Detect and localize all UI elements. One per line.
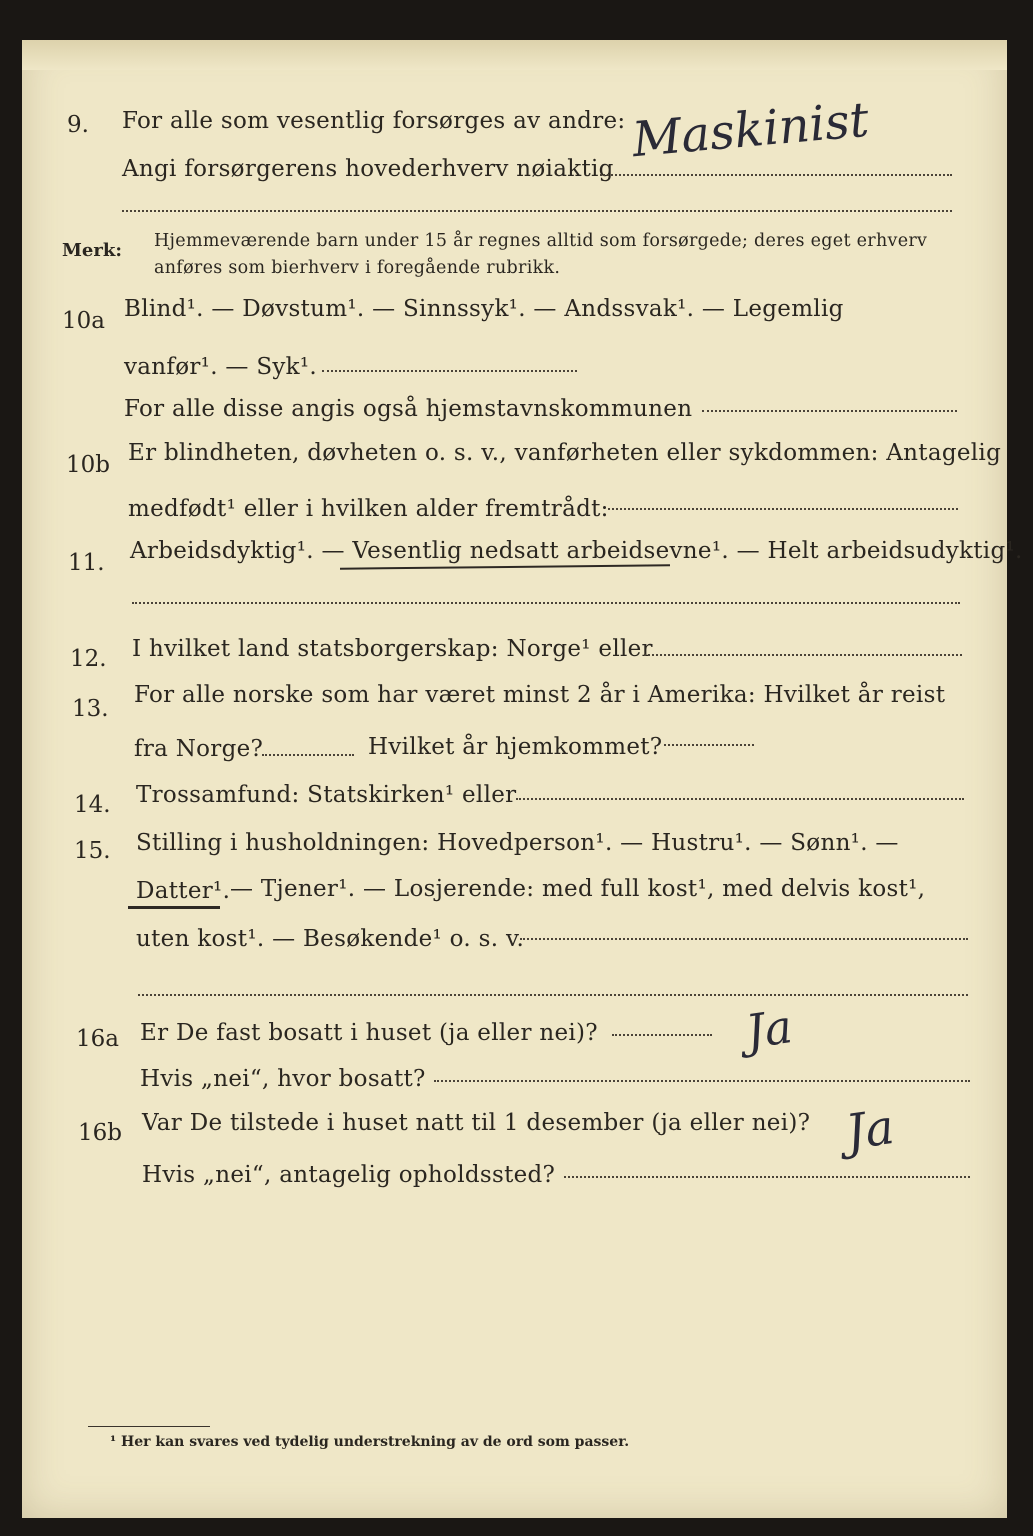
q10b-number: 10b: [66, 452, 110, 478]
q10a-field[interactable]: [322, 370, 577, 372]
q10a-number: 10a: [62, 308, 105, 334]
q11-option-arbeidsdyktig[interactable]: Arbeidsdyktig¹. —: [130, 538, 345, 564]
q13-number: 13.: [72, 696, 109, 722]
q15-number: 15.: [74, 838, 111, 864]
q15-line2a[interactable]: Datter¹.: [136, 878, 231, 904]
census-form-page: [22, 40, 1023, 1518]
q10b-field[interactable]: [608, 508, 958, 510]
q14-suffix: eller: [462, 782, 517, 808]
q10a-line3: For alle disse angis også hjemstavnskommunen: [124, 396, 693, 422]
q13-line1: For alle norske som har været minst 2 år i Amerika: Hvilket år reist: [134, 682, 946, 708]
q14-field[interactable]: [516, 798, 964, 800]
q16a-line1: Er De fast bosatt i huset (ja eller nei)?: [140, 1020, 598, 1046]
q9-line2: Angi forsørgerens hovederhverv nøiaktig: [122, 156, 614, 182]
merk-label: Merk:: [62, 240, 122, 261]
q14-prefix: Trossamfund:: [136, 782, 300, 808]
q10a-line1: Blind¹. — Døvstum¹. — Sinnssyk¹. — Andssvak¹. — Legemlig: [124, 296, 844, 322]
q9-continuation-field[interactable]: [122, 210, 952, 212]
q11-number: 11.: [68, 550, 105, 576]
q16b-handwritten-answer: Ja: [842, 1098, 898, 1162]
q11-field[interactable]: [132, 602, 960, 604]
q11-option-nedsatt[interactable]: Vesentlig nedsatt arbeidsevne¹: [352, 538, 722, 564]
merk-line1: Hjemmeværende barn under 15 år regnes alltid som forsørgede; deres eget erhverv: [154, 231, 928, 251]
q15-field[interactable]: [520, 938, 968, 940]
q16b-line1: Var De tilstede i huset natt til 1 desember (ja eller nei)?: [142, 1110, 811, 1136]
q13-reist-field[interactable]: [262, 754, 354, 756]
q11-handwritten-underline: [340, 564, 670, 569]
q16a-line2: Hvis „nei“, hvor bosatt?: [140, 1066, 426, 1092]
q13-line2b: Hvilket år hjemkommet?: [368, 734, 663, 760]
q14-number: 14.: [74, 792, 111, 818]
q9-number: 9.: [67, 112, 89, 138]
q16a-field[interactable]: [612, 1034, 712, 1036]
q13-hjemkommet-field[interactable]: [664, 744, 754, 746]
q14-line: [136, 782, 516, 808]
torn-top-edge: [22, 40, 1007, 70]
q16b-field[interactable]: [564, 1176, 970, 1178]
q14-option-statskirken[interactable]: Statskirken¹: [307, 782, 455, 808]
q10a-line2: vanfør¹. — Syk¹.: [124, 354, 318, 380]
q10b-line2: medfødt¹ eller i hvilken alder fremtrådt:: [128, 496, 609, 522]
q15-line3: uten kost¹. — Besøkende¹ o. s. v.: [136, 926, 525, 952]
q12-prefix: I hvilket land statsborgerskap:: [132, 636, 499, 662]
q16a-number: 16a: [76, 1026, 119, 1052]
q9-handwritten-answer: Maskinist: [630, 91, 872, 169]
q11-option-udyktig[interactable]: . — Helt arbeidsudyktig¹.: [721, 538, 1023, 564]
q16b-number: 16b: [78, 1120, 122, 1146]
q12-field[interactable]: [644, 654, 962, 656]
q10b-line1: Er blindheten, døvheten o. s. v., vanførheten eller sykdommen: Antagelig: [128, 440, 1002, 466]
q15-continuation-field[interactable]: [138, 994, 968, 996]
q11-line: [130, 538, 1023, 564]
q9-answer-field[interactable]: [600, 174, 952, 176]
q12-line: [132, 636, 653, 662]
q12-option-norge[interactable]: Norge¹ eller: [506, 636, 653, 662]
q15-handwritten-underline: [128, 906, 220, 909]
q15-line1: Stilling i husholdningen: Hovedperson¹. — Hustru¹. — Sønn¹. —: [136, 830, 899, 856]
q12-number: 12.: [70, 646, 107, 672]
q10a-hjemstavn-field[interactable]: [702, 410, 957, 412]
q9-line1: For alle som vesentlig forsørges av andre:: [122, 108, 626, 134]
q13-line2a: fra Norge?: [134, 736, 264, 762]
q15-line2b: — Tjener¹. — Losjerende: med full kost¹, med delvis kost¹,: [230, 876, 926, 902]
merk-line2: anføres som bierhverv i foregående rubrikk.: [154, 258, 561, 278]
footnote-text: ¹ Her kan svares ved tydelig understrekning av de ord som passer.: [110, 1434, 630, 1450]
q16a-bosatt-field[interactable]: [434, 1080, 970, 1082]
q16b-line2: Hvis „nei“, antagelig opholdssted?: [142, 1162, 556, 1188]
q16a-handwritten-answer: Ja: [742, 999, 796, 1059]
footnote-rule: [88, 1426, 210, 1427]
